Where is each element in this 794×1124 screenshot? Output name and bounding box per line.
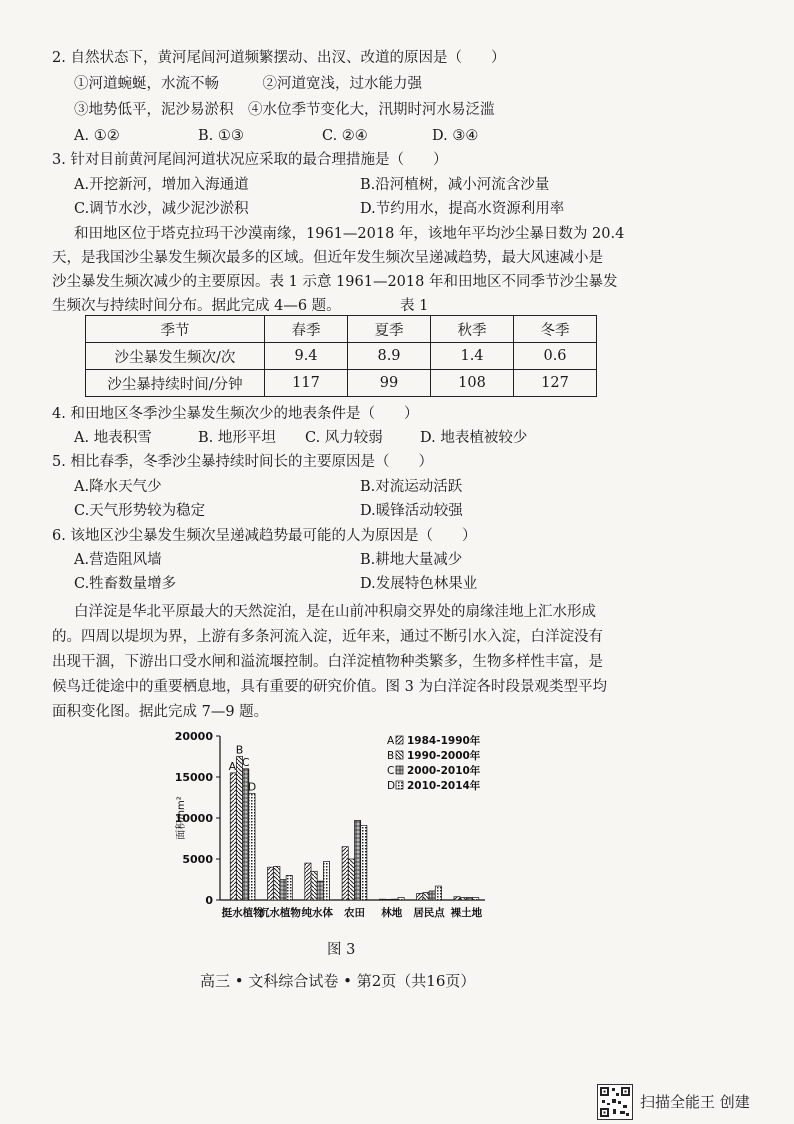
bar-C bbox=[392, 899, 398, 900]
bar-C bbox=[355, 820, 361, 900]
bar-A bbox=[342, 847, 348, 900]
bar-D bbox=[398, 898, 404, 900]
q3-option-c: C.调节水沙，减少泥沙淤积 bbox=[74, 201, 249, 217]
q3-option-b: B.沿河植树，减小河流含沙量 bbox=[360, 177, 550, 193]
bar-letter-label: B bbox=[235, 743, 244, 757]
passage1-line3: 沙尘暴发生频次减少的主要原因。表 1 示意 1961—2018 年和田地区不同季节沙尘暴发 bbox=[52, 274, 618, 290]
bar-C bbox=[466, 898, 472, 900]
table-row bbox=[86, 316, 597, 343]
q2-choice-a: A. ①② bbox=[74, 128, 120, 144]
bar-letter-label: D bbox=[247, 780, 257, 794]
passage1-line1: 和田地区位于塔克拉玛干沙漠南缘，1961—2018 年，该地年平均沙尘暴日数为 20.4 bbox=[74, 226, 625, 242]
table-cell: 99 bbox=[348, 370, 431, 397]
y-axis-label: 面积/hm² bbox=[176, 796, 187, 840]
table-1 bbox=[85, 315, 597, 397]
table-cell: 108 bbox=[431, 370, 514, 397]
y-tick-label: 10000 bbox=[174, 812, 213, 825]
table-cell: 季节 bbox=[86, 316, 265, 343]
q6-stem: 6. 该地区沙尘暴发生频次呈递减趋势最可能的人为原因是（ ） bbox=[52, 528, 477, 544]
q2-options-row2: ③地势低平，泥沙易淤积 ④水位季节变化大，汛期时河水易泛滥 bbox=[74, 102, 495, 118]
table1-caption: 表 1 bbox=[400, 298, 429, 314]
bar-B bbox=[274, 866, 280, 900]
bar-C bbox=[429, 891, 435, 900]
bar-A bbox=[454, 897, 460, 900]
y-tick-label: 20000 bbox=[174, 730, 213, 743]
bar-D bbox=[286, 875, 292, 900]
bar-B bbox=[386, 899, 392, 900]
landscape-area-chart bbox=[170, 728, 520, 938]
q6-option-a: A.营造阻风墙 bbox=[74, 552, 162, 568]
bar-A bbox=[305, 863, 311, 900]
legend-entry: 1984-1990年 bbox=[407, 735, 481, 747]
q3-option-d: D.节约用水，提高水资源利用率 bbox=[360, 201, 565, 217]
table-cell: 春季 bbox=[265, 316, 348, 343]
table-row bbox=[86, 343, 597, 370]
q3-stem: 3. 针对目前黄河尾闾河道状况应采取的最合理措施是（ ） bbox=[52, 152, 448, 168]
bar-A bbox=[268, 867, 274, 900]
q4-option-b: B. 地形平坦 bbox=[198, 430, 276, 446]
bar-D bbox=[361, 825, 367, 900]
q5-stem: 5. 相比春季，冬季沙尘暴持续时间长的主要原因是（ ） bbox=[52, 454, 433, 470]
bar-A bbox=[417, 893, 423, 900]
x-tick-label: 沉水植物 bbox=[258, 907, 301, 919]
table-cell: 117 bbox=[265, 370, 348, 397]
legend-letter: A bbox=[387, 735, 395, 747]
bar-B bbox=[311, 871, 317, 900]
q2-choice-d: D. ③④ bbox=[432, 128, 479, 144]
q2-choice-c: C. ②④ bbox=[322, 128, 368, 144]
bar-B bbox=[423, 893, 429, 900]
bar-D bbox=[473, 898, 479, 900]
bar-A bbox=[379, 899, 385, 900]
x-tick-label: 挺水植物 bbox=[221, 907, 264, 919]
q2-choice-b: B. ①③ bbox=[198, 128, 244, 144]
x-tick-label: 裸土地 bbox=[450, 907, 483, 919]
x-tick-label: 纯水体 bbox=[301, 907, 333, 919]
x-tick-label: 农田 bbox=[344, 907, 365, 919]
table-cell: 0.6 bbox=[514, 343, 597, 370]
legend-letter: C bbox=[387, 765, 395, 777]
table-cell: 9.4 bbox=[265, 343, 348, 370]
table-row bbox=[86, 370, 597, 397]
passage1-line4: 生频次与持续时间分布。据此完成 4—6 题。 bbox=[52, 298, 341, 314]
passage2-line3: 出现干涸，下游出口受水闸和溢流堰控制。白洋淀植物种类繁多，生物多样性丰富，是 bbox=[52, 654, 603, 670]
table-cell: 夏季 bbox=[348, 316, 431, 343]
legend-entry: 2000-2010年 bbox=[407, 765, 481, 777]
q4-option-a: A. 地表积雪 bbox=[74, 430, 152, 446]
q4-stem: 4. 和田地区冬季沙尘暴发生频次少的地表条件是（ ） bbox=[52, 406, 419, 422]
q5-option-b: B.对流运动活跃 bbox=[360, 479, 463, 495]
table-cell: 沙尘暴发生频次/次 bbox=[86, 343, 265, 370]
bar-D bbox=[435, 886, 441, 900]
table-cell: 8.9 bbox=[348, 343, 431, 370]
passage2-line1: 白洋淀是华北平原最大的天然淀泊，是在山前冲积扇交界处的扇缘洼地上汇水形成 bbox=[74, 604, 596, 620]
bar-B bbox=[236, 757, 242, 901]
passage2-line4: 候鸟迁徙途中的重要栖息地，具有重要的研究价值。图 3 为白洋淀各时段景观类型平均 bbox=[52, 679, 607, 695]
bar-D bbox=[249, 793, 255, 900]
scanner-watermark: 扫描全能王 创建 bbox=[640, 1093, 750, 1111]
q2-stem: 2. 自然状态下，黄河尾闾河道频繁摆动、出汊、改道的原因是（ ） bbox=[52, 50, 506, 66]
q5-option-c: C.天气形势较为稳定 bbox=[74, 503, 206, 519]
bar-C bbox=[280, 880, 286, 901]
q5-option-a: A.降水天气少 bbox=[74, 479, 162, 495]
page-footer: 高三 • 文科综合试卷 • 第2页（共16页） bbox=[200, 972, 476, 990]
bar-D bbox=[323, 861, 329, 900]
bar-C bbox=[317, 881, 323, 900]
q4-option-c: C. 风力较弱 bbox=[305, 430, 383, 446]
bar-letter-label: C bbox=[241, 755, 250, 769]
figure-caption: 图 3 bbox=[327, 942, 356, 958]
q6-option-d: D.发展特色林果业 bbox=[360, 576, 478, 592]
y-tick-label: 0 bbox=[205, 894, 213, 907]
q3-option-a: A.开挖新河，增加入海通道 bbox=[74, 177, 249, 193]
bar-A bbox=[230, 773, 236, 900]
x-tick-label: 居民点 bbox=[413, 907, 445, 919]
legend-swatch bbox=[396, 766, 403, 774]
passage2-line5: 面积变化图。据此完成 7—9 题。 bbox=[52, 704, 269, 720]
legend-swatch bbox=[396, 781, 403, 789]
passage1-line2: 天，是我国沙尘暴发生频次最多的区域。但近年发生频次呈递减趋势，最大风速减小是 bbox=[52, 250, 603, 266]
q6-option-b: B.耕地大量减少 bbox=[360, 552, 463, 568]
qr-code-icon bbox=[597, 1084, 633, 1120]
bar-letter-label: A bbox=[228, 759, 237, 773]
bar-B bbox=[348, 859, 354, 900]
q4-option-d: D. 地表植被较少 bbox=[420, 430, 528, 446]
q2-options-row1: ①河道蜿蜒，水流不畅 ②河道宽浅，过水能力强 bbox=[74, 76, 422, 92]
q5-option-d: D.暖锋活动较强 bbox=[360, 503, 463, 519]
q6-option-c: C.牲畜数量增多 bbox=[74, 576, 177, 592]
passage2-line2: 的。四周以堤坝为界，上游有多条河流入淀，近年来，通过不断引水入淀，白洋淀没有 bbox=[52, 629, 603, 645]
table-cell: 沙尘暴持续时间/分钟 bbox=[86, 370, 265, 397]
table-cell: 秋季 bbox=[431, 316, 514, 343]
bar-B bbox=[460, 898, 466, 900]
legend-letter: B bbox=[387, 750, 395, 762]
table-cell: 127 bbox=[514, 370, 597, 397]
table-cell: 冬季 bbox=[514, 316, 597, 343]
legend-swatch bbox=[396, 751, 403, 759]
legend-letter: D bbox=[387, 780, 396, 792]
legend-entry: 2010-2014年 bbox=[407, 780, 481, 792]
x-tick-label: 林地 bbox=[381, 907, 403, 919]
legend-swatch bbox=[396, 736, 403, 744]
table-cell: 1.4 bbox=[431, 343, 514, 370]
y-tick-label: 15000 bbox=[174, 771, 213, 784]
legend-entry: 1990-2000年 bbox=[407, 750, 481, 762]
y-tick-label: 5000 bbox=[182, 853, 213, 866]
